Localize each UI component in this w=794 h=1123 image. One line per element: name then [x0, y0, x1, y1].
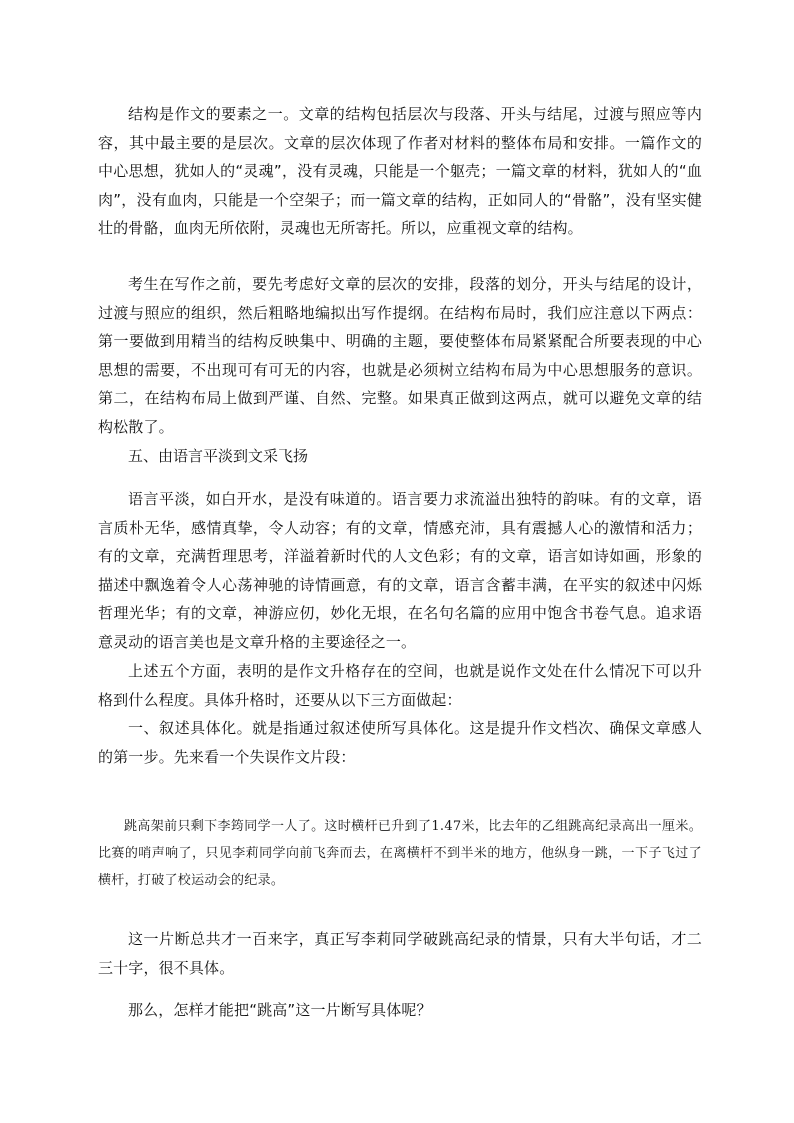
section-heading-5: 五、由语言平淡到文采飞扬 — [128, 447, 309, 465]
paragraph-question: 那么，怎样才能把“跳高”这一片断写具体呢？ — [128, 1001, 432, 1019]
paragraph-layout-advice: 考生在写作之前，要先考虑好文章的层次的安排，段落的划分，开头与结尾的设计，过渡与照应的组织，然后粗略地编拟出写作提纲。在结构布局时，我们应注意以下两点：第一要做到用精当的结构反映集中、明确的主题，要使整体布局紧紧配合所要表现的中心思想的需要，不出现可有可无的内容，也就是必须树立结构布局为中心思想服务的意识。第二，在结构布局上做到严谨、自然、完整。如果真正做到这两点，就可以避免文章的结构松散了。 — [98, 275, 702, 436]
paragraph-summary: 上述五个方面，表明的是作文升格存在的空间，也就是说作文处在什么情况下可以升格到什么程度。具体升格时，还要从以下三方面做起： — [98, 662, 702, 709]
paragraph-language-style: 语言平淡，如白开水，是没有味道的。语言要力求流溢出独特的韵味。有的文章，语言质朴无华，感情真挚，令人动容；有的文章，情感充沛，具有震撼人心的激情和活力；有的文章，充满哲理思考，洋溢着新时代的人文色彩；有的文章，语言如诗如画，形象的描述中飘逸着令人心荡神驰的诗情画意，有的文章，语言含蓄丰满，在平实的叙述中闪烁哲理光华；有的文章，神游应仞，妙化无垠，在名句名篇的应用中饱含书卷气息。追求语意灵动的语言美也是文章升格的主要途径之一。 — [98, 490, 702, 651]
paragraph-narrative-concrete: 一、叙述具体化。就是指通过叙述使所写具体化。这是提升作文档次、确保文章感人的第一步。先来看一个失误作文片段： — [98, 719, 702, 766]
sample-excerpt: 跳高架前只剩下李筠同学一人了。这时横杆已升到了1.47米，比去年的乙组跳高纪录高出一厘米。比赛的哨声响了，只见李莉同学向前飞奔而去，在离横杆不到半米的地方，他纵身一跳，一下子飞过了横杆，打破了校运动会的纪录。 — [98, 819, 702, 888]
paragraph-excerpt-comment: 这一片断总共才一百来字，真正写李莉同学破跳高纪录的情景，只有大半句话，才二三十字，很不具体。 — [98, 930, 702, 977]
paragraph-structure-importance: 结构是作文的要素之一。文章的结构包括层次与段落、开头与结尾，过渡与照应等内容，其中最主要的是层次。文章的层次体现了作者对材料的整体布局和安排。一篇作文的中心思想，犹如人的“灵魂”，没有灵魂，只能是一个躯壳；一篇文章的材料，犹如人的“血肉”，没有血肉，只能是一个空架子；而一篇文章的结构，正如同人的“骨骼”，没有坚实健壮的骨骼，血肉无所依附，灵魂也无所寄托。所以，应重视文章的结构。 — [98, 105, 702, 237]
